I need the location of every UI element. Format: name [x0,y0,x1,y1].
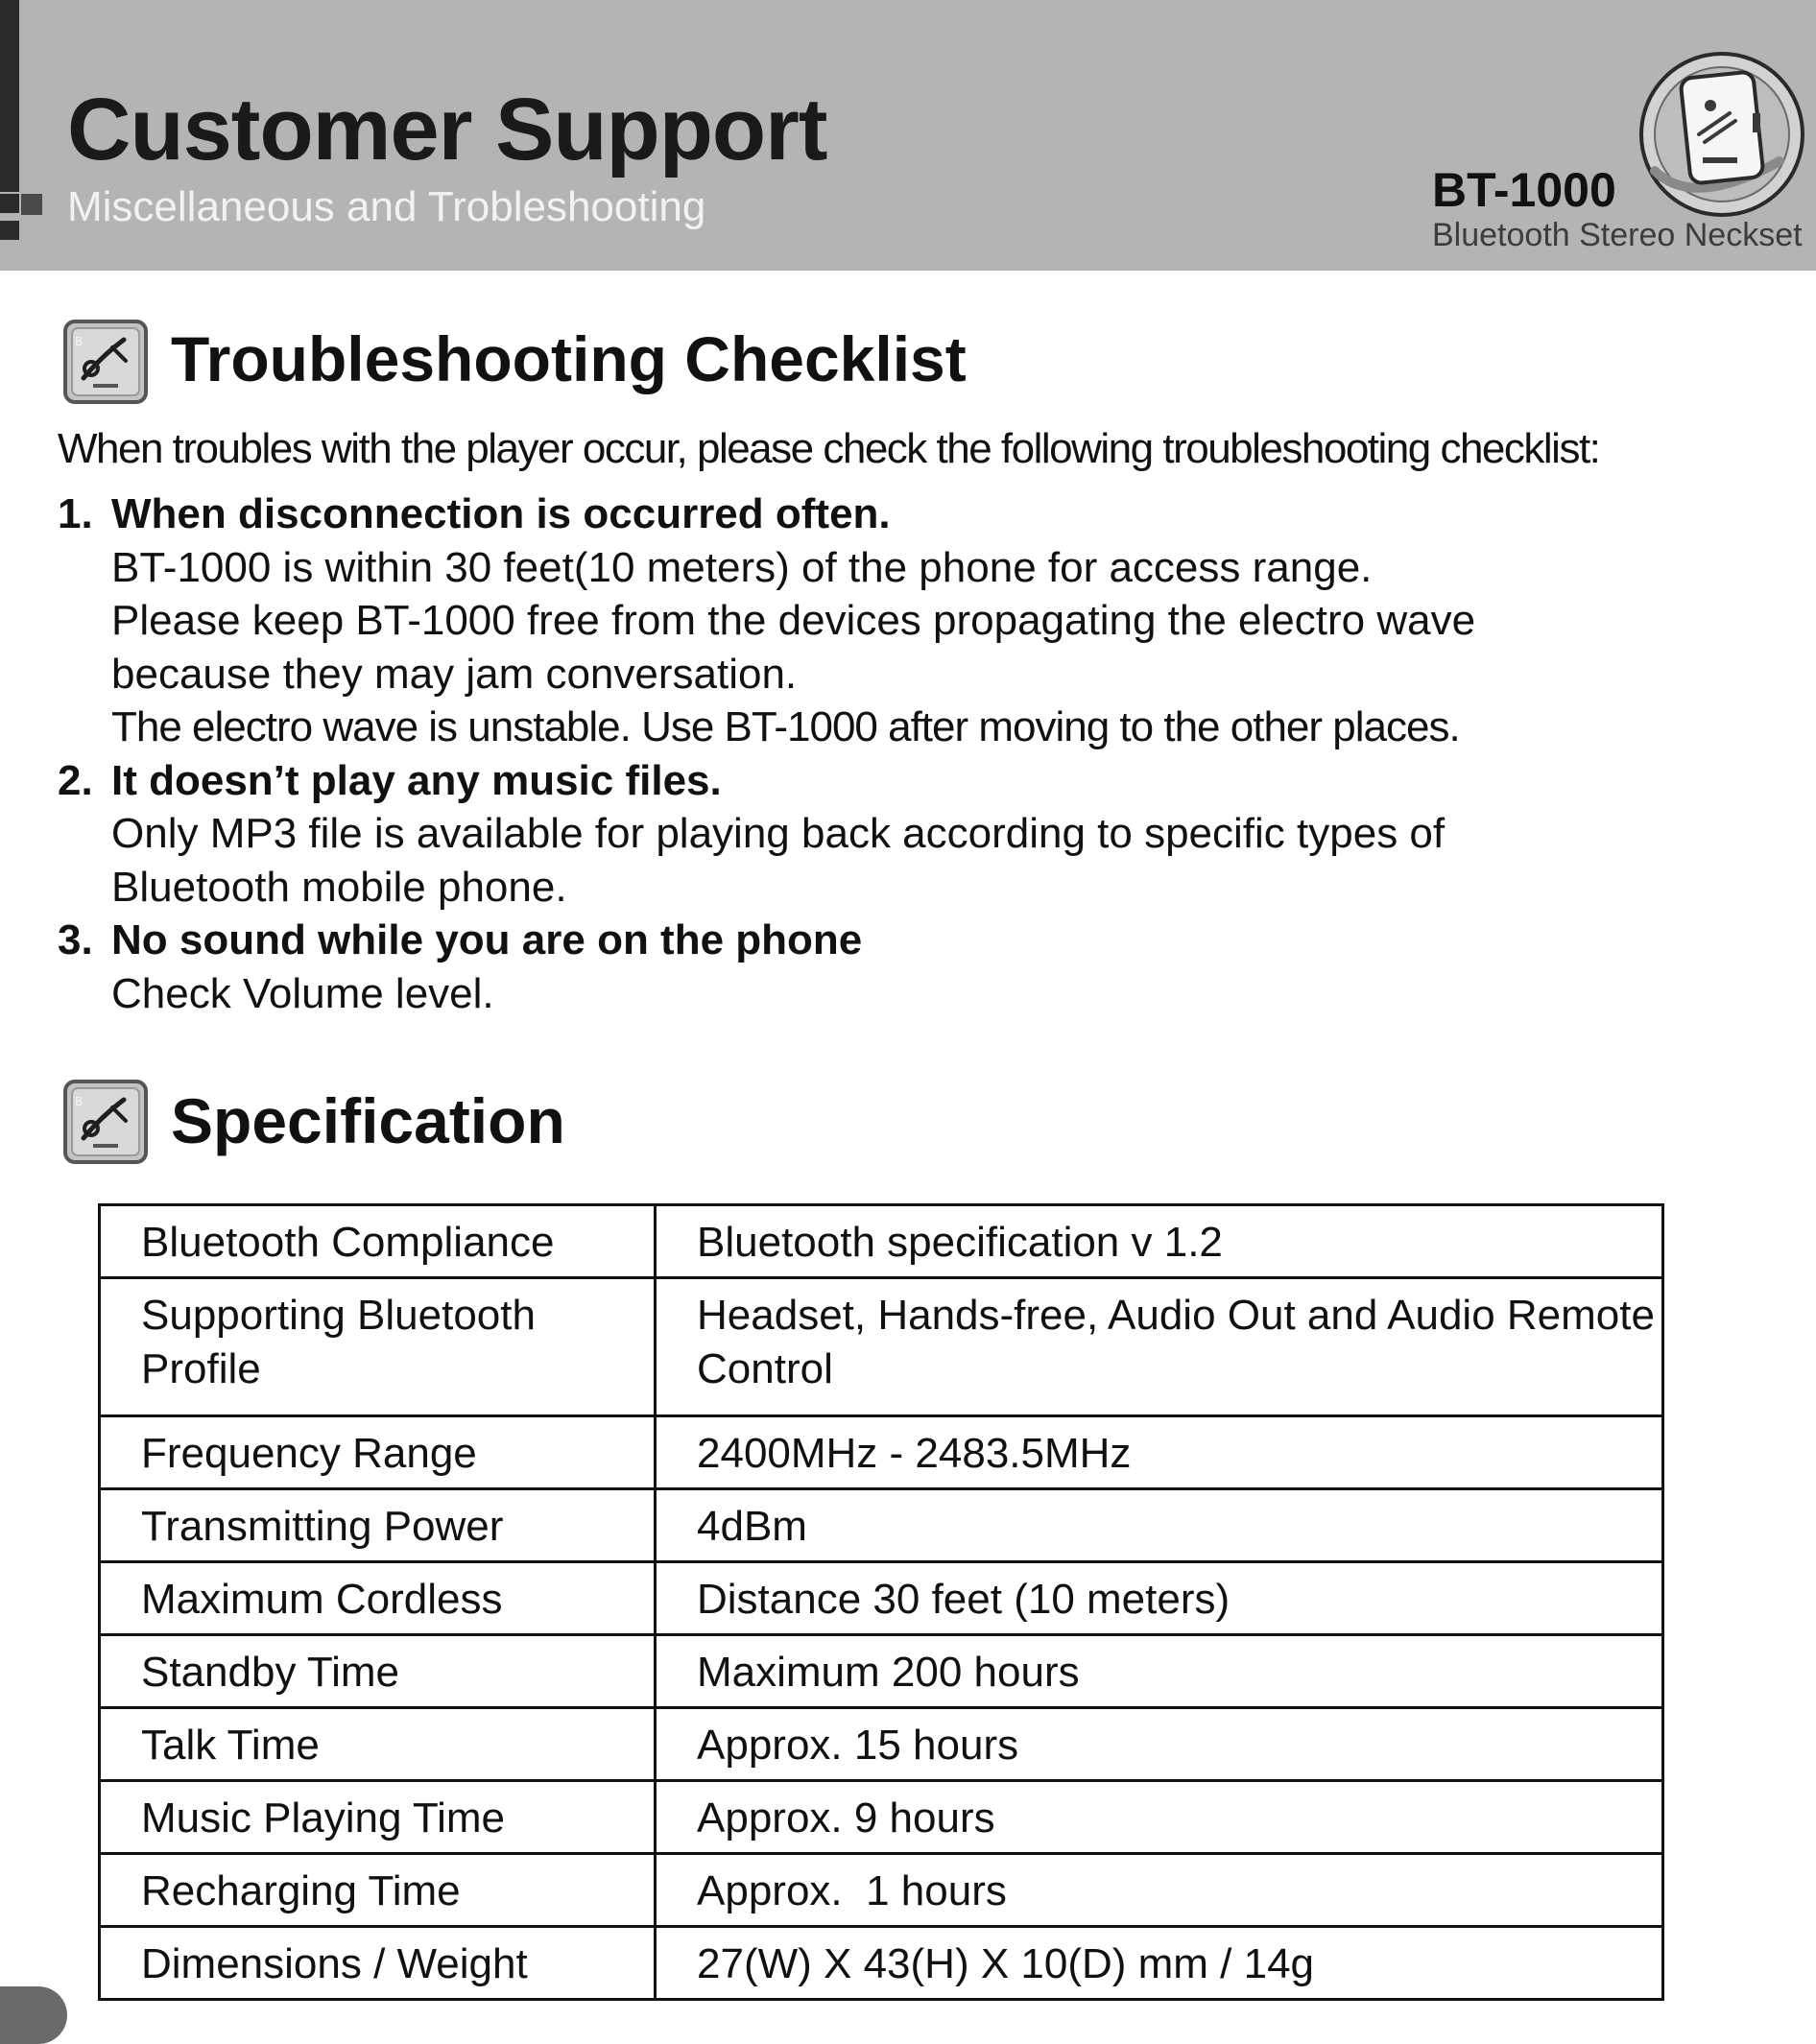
svg-text:B: B [75,335,84,348]
spec-value: 27(W) X 43(H) X 10(D) mm / 14g [656,1927,1663,2000]
item-line: Bluetooth mobile phone. [111,863,567,911]
spec-label: Bluetooth Compliance [100,1205,656,1278]
page-subtitle: Miscellaneous and Trobleshooting [67,183,706,230]
checklist-intro: When troubles with the player occur, please check the following troubleshooting checklist: [58,425,1600,472]
checklist-item-title [58,487,1766,541]
table-row [100,1489,1663,1562]
product-badge-icon [1636,46,1808,219]
spec-label: Supporting Bluetooth Profile [100,1278,656,1416]
section-heading-specification: Specification [171,1085,565,1156]
spec-label: Transmitting Power [100,1489,656,1562]
troubleshooting-checklist [58,487,1766,1020]
checklist-item-body [111,541,1766,754]
spec-label: Dimensions / Weight [100,1927,656,2000]
specification-table [98,1203,1664,2001]
page-header [0,0,1816,271]
spec-label: Maximum Cordless [100,1562,656,1635]
item-line: Check Volume level. [111,969,494,1017]
model-code: BT-1000 [1432,163,1616,217]
spec-label: Frequency Range [100,1416,656,1489]
header-accent-square [21,194,42,215]
model-description: Bluetooth Stereo Neckset [1432,217,1803,253]
item-title-text: It doesn’t play any music files. [111,756,722,804]
item-line: because they may jam conversation. [111,650,798,698]
table-row [100,1416,1663,1489]
page-title: Customer Support [67,81,827,178]
table-row [100,1635,1663,1708]
spec-value: 2400MHz - 2483.5MHz [656,1416,1663,1489]
item-line: The electro wave is unstable. Use BT-1000 after moving to the other places. [111,703,1460,750]
item-line: BT-1000 is within 30 feet(10 meters) of the phone for access range. [111,543,1373,591]
page-corner-mark [0,1986,67,2044]
spec-label: Standby Time [100,1635,656,1708]
table-row [100,1854,1663,1927]
item-number: 2. [58,756,93,804]
svg-text:B: B [75,1095,84,1108]
spec-value: Approx. 9 hours [656,1781,1663,1854]
spec-value: Headset, Hands-free, Audio Out and Audio Remote Control [656,1278,1663,1416]
checklist-item-title [58,754,1766,808]
headset-icon [62,319,149,405]
header-accent-square [0,221,19,240]
table-row [100,1562,1663,1635]
checklist-item-body [111,967,1766,1021]
checklist-item-title [58,914,1766,967]
spec-value: Maximum 200 hours [656,1635,1663,1708]
spec-value: Distance 30 feet (10 meters) [656,1562,1663,1635]
table-row [100,1927,1663,2000]
item-title-text: No sound while you are on the phone [111,916,863,963]
list-item [58,914,1766,1020]
item-title-text: When disconnection is occurred often. [111,490,891,537]
item-line: Only MP3 file is available for playing back according to specific types of [111,810,1446,857]
table-row [100,1708,1663,1781]
spec-label: Music Playing Time [100,1781,656,1854]
list-item [58,487,1766,754]
spec-value: 4dBm [656,1489,1663,1562]
item-number: 1. [58,490,93,537]
spec-label: Recharging Time [100,1854,656,1927]
table-row [100,1278,1663,1416]
spec-value: Bluetooth specification v 1.2 [656,1205,1663,1278]
list-item [58,754,1766,915]
checklist-item-body [111,807,1766,914]
section-heading-troubleshooting: Troubleshooting Checklist [171,323,967,394]
header-accent-square [0,194,19,213]
spec-label: Talk Time [100,1708,656,1781]
table-row [100,1205,1663,1278]
item-number: 3. [58,916,93,963]
table-row [100,1781,1663,1854]
headset-icon [62,1079,149,1165]
spec-value: Approx. 15 hours [656,1708,1663,1781]
header-accent-bar [0,0,19,192]
spec-value: Approx. 1 hours [656,1854,1663,1927]
item-line: Please keep BT-1000 free from the devices propagating the electro wave [111,597,1476,644]
